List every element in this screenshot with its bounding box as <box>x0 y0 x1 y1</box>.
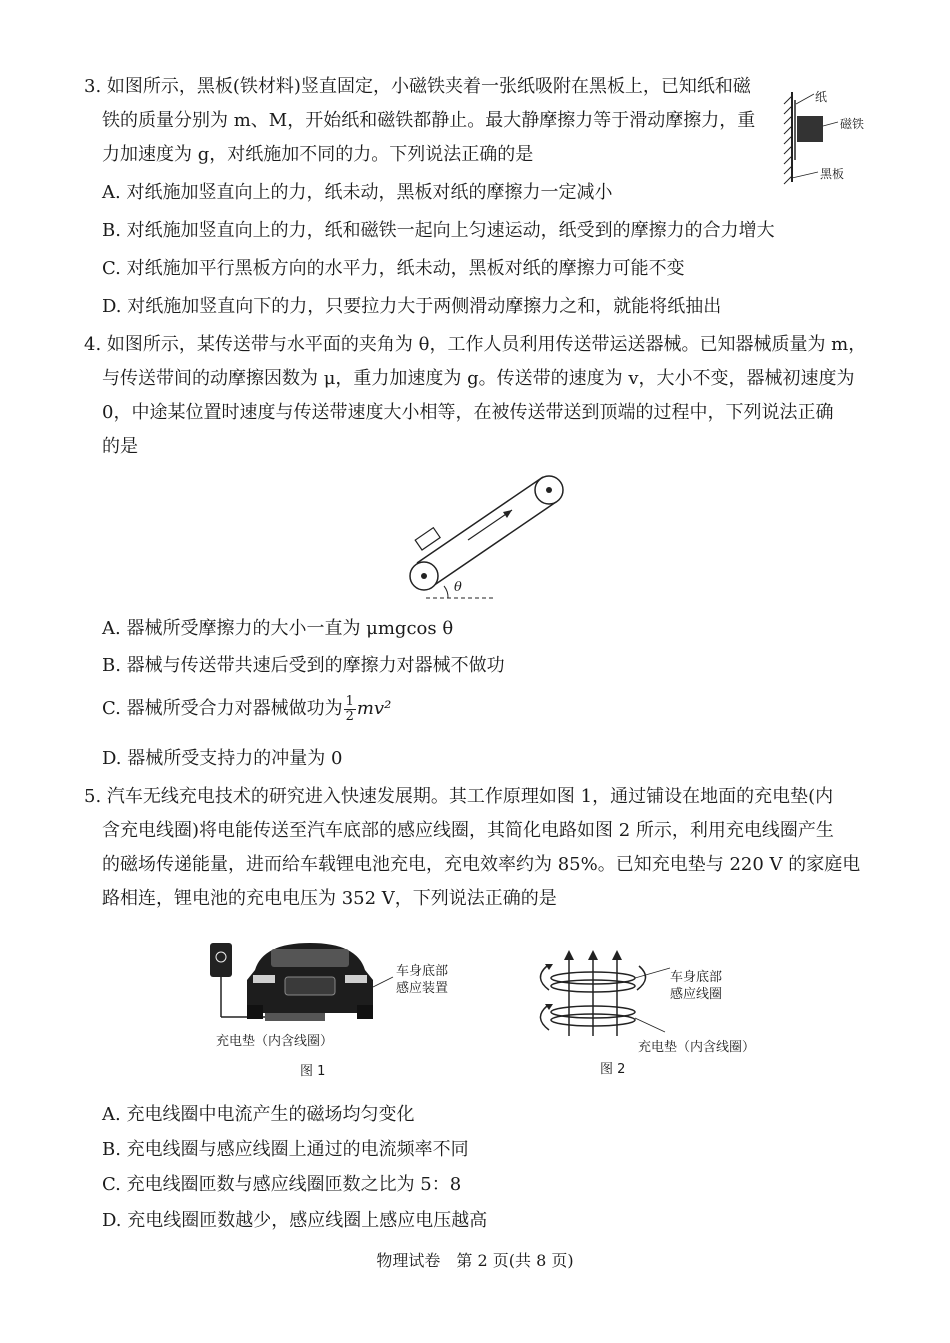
q4-angle-label: θ <box>454 580 462 595</box>
q3-label-magnet: 磁铁 <box>840 117 865 131</box>
conveyor-figure <box>400 470 590 605</box>
q5-option-b: B. 充电线圈与感应线圈上通过的电流频率不同 <box>102 1139 469 1160</box>
q3-stem-line-2: 铁的质量分别为 m、M，开始纸和磁铁都静止。最大静摩擦力等于滑动摩擦力，重 <box>102 110 756 131</box>
q4-stem-line-1: 4. 如图所示，某传送带与水平面的夹角为 θ，工作人员利用传送带运送器械。已知器械质量为 m， <box>84 334 867 355</box>
q4-option-b: B. 器械与传送带共速后受到的摩擦力对器械不做功 <box>102 655 505 676</box>
q5-option-d: D. 充电线圈匝数越少，感应线圈上感应电压越高 <box>102 1210 488 1231</box>
q5-stem-line-2: 含充电线圈)将电能传送至汽车底部的感应线圈，其简化电路如图 2 所示，利用充电线圈产生 <box>102 820 834 841</box>
q4-option-c <box>102 694 391 724</box>
fig2-pad-label: 充电垫（内含线圈） <box>638 1040 756 1055</box>
q4-option-a: A. 器械所受摩擦力的大小一直为 μmgcos θ <box>102 618 454 639</box>
q4-option-c-text: C. 器械所受合力对器械做功为 <box>102 698 343 719</box>
fig1-label-line2: 感应装置 <box>396 981 449 996</box>
q5-option-a: A. 充电线圈中电流产生的磁场均匀变化 <box>102 1104 415 1125</box>
q4-stem-line-2: 与传送带间的动摩擦因数为 μ，重力加速度为 g。传送带的速度为 v，大小不变，器械初速度为 <box>102 368 855 389</box>
fig1-label-line1: 车身底部 <box>396 964 449 979</box>
fraction-numerator: 1 <box>345 693 354 709</box>
q3-stem-line-3: 力加速度为 g，对纸施加不同的力。下列说法正确的是 <box>102 144 534 165</box>
q3-option-c: C. 对纸施加平行黑板方向的水平力，纸未动，黑板对纸的摩擦力可能不变 <box>102 258 685 279</box>
fig2-label-line2: 感应线圈 <box>670 987 723 1002</box>
q5-stem-line-1: 5. 汽车无线充电技术的研究进入快速发展期。其工作原理如图 1，通过铺设在地面的充电垫(内 <box>84 786 834 807</box>
fig1-car-illustration <box>205 935 405 1035</box>
fig2-label-line1: 车身底部 <box>670 970 723 985</box>
page-footer: 物理试卷 第 2 页(共 8 页) <box>376 1251 574 1270</box>
q5-option-c: C. 充电线圈匝数与感应线圈匝数之比为 5：8 <box>102 1174 462 1195</box>
q3-stem-line-1: 3. 如图所示，黑板(铁材料)竖直固定，小磁铁夹着一张纸吸附在黑板上，已知纸和磁 <box>84 76 751 97</box>
fig2-coil-diagram <box>525 948 675 1043</box>
q5-stem-line-4: 路相连，锂电池的充电电压为 352 V，下列说法正确的是 <box>102 888 557 909</box>
q3-label-paper: 纸 <box>815 90 828 104</box>
fig1-pad-label: 充电垫（内含线圈） <box>216 1034 334 1049</box>
q4-option-c-expr: mv² <box>356 698 392 719</box>
q3-label-board: 黑板 <box>820 167 845 181</box>
fraction-denominator: 2 <box>345 708 354 724</box>
q3-option-d: D. 对纸施加竖直向下的力，只要拉力大于两侧滑动摩擦力之和，就能将纸抽出 <box>102 296 722 317</box>
fig2-caption: 图 2 <box>600 1062 626 1077</box>
q3-option-b: B. 对纸施加竖直向上的力，纸和磁铁一起向上匀速运动，纸受到的摩擦力的合力增大 <box>102 220 775 241</box>
q5-stem-line-3: 的磁场传递能量，进而给车载锂电池充电，充电效率约为 85%。已知充电垫与 220 V 的家庭电 <box>102 854 861 875</box>
q3-option-a: A. 对纸施加竖直向上的力，纸未动，黑板对纸的摩擦力一定减小 <box>102 182 613 203</box>
q4-stem-line-3: 0，中途某位置时速度与传送带速度大小相等，在被传送带送到顶端的过程中，下列说法正确 <box>102 402 834 423</box>
fraction <box>344 695 356 724</box>
q4-option-d: D. 器械所受支持力的冲量为 0 <box>102 748 343 769</box>
q4-stem-line-4: 的是 <box>102 436 138 457</box>
fig1-caption: 图 1 <box>300 1064 326 1079</box>
